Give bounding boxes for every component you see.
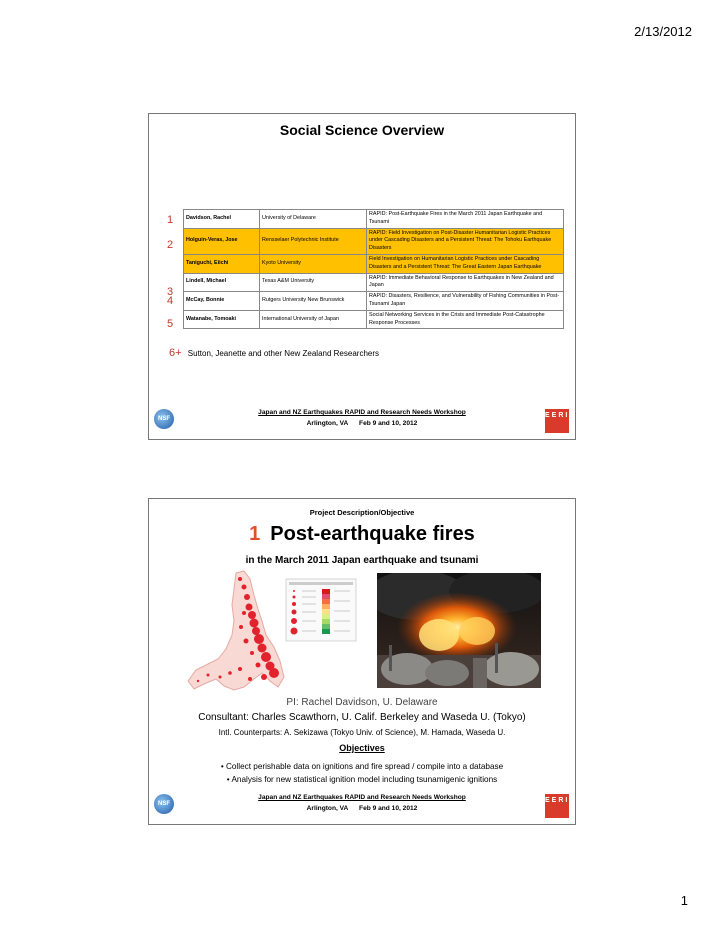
row-number: 2 — [167, 239, 174, 251]
footer-location-date: Arlington, VA Feb 9 and 10, 2012 — [306, 805, 418, 812]
project-title: Social Networking Services in the Crisis and Immediate Post-Catastrophe Response Processes — [367, 310, 564, 329]
table-row — [184, 310, 564, 329]
objective-item: • Analysis for new statistical ignition model including tsunamigenic ignitions — [226, 775, 498, 784]
objective-item: • Collect perishable data on ignitions and fire spread / compile into a database — [220, 762, 504, 771]
institution: Texas A&M University — [260, 273, 367, 292]
additional-researchers — [169, 347, 379, 359]
project-title: RAPID: Immediate Behavioral Response to Earthquakes in New Zealand and Japan — [367, 273, 564, 292]
pi-name: Watanabe, Tomoaki — [184, 310, 260, 329]
nsf-logo: NSF — [154, 409, 174, 429]
footer-workshop: Japan and NZ Earthquakes RAPID and Research Needs Workshop — [258, 409, 466, 416]
table-row — [184, 228, 564, 254]
row-number: 5 — [167, 318, 174, 330]
table-row — [184, 210, 564, 229]
slide-project-objective — [148, 498, 576, 825]
eeri-logo: EERI — [545, 409, 569, 433]
objectives-list — [149, 760, 575, 786]
slide-title — [149, 523, 575, 546]
eeri-logo: EERI — [545, 794, 569, 818]
slide-subtitle: in the March 2011 Japan earthquake and tsunami — [245, 555, 479, 566]
japan-fire-map-image — [184, 569, 359, 694]
institution: Rensselaer Polytechnic Institute — [260, 228, 367, 254]
color-scale-bar — [322, 589, 330, 634]
pi-name: Taniguchi, Eiichi — [184, 254, 260, 273]
slide-footer — [149, 407, 575, 429]
project-title: RAPID: Field Investigation on Post-Disaster Humanitarian Logistic Practices under Cascading Disasters and a Persistent Threat: The Tohoku Earthquake Disasters — [367, 228, 564, 254]
project-title: RAPID: Disasters, Resilience, and Vulnerability of Fishing Communities in Post-Tsunami Japan — [367, 292, 564, 311]
row-number: 6+ — [169, 347, 182, 359]
page-number: 1 — [680, 893, 688, 908]
pi-name: Davidson, Rachel — [184, 210, 260, 229]
institution: Kyoto University — [260, 254, 367, 273]
institution: University of Delaware — [260, 210, 367, 229]
footer-workshop: Japan and NZ Earthquakes RAPID and Research Needs Workshop — [258, 794, 466, 801]
table-row — [184, 254, 564, 273]
objectives-heading: Objectives — [339, 743, 385, 753]
row-number: 4 — [167, 295, 174, 307]
pi-name: Holguin-Veras, Jose — [184, 228, 260, 254]
institution: International University of Japan — [260, 310, 367, 329]
footer-location-date: Arlington, VA Feb 9 and 10, 2012 — [306, 420, 418, 427]
slide-footer — [149, 792, 575, 814]
project-table — [183, 209, 564, 329]
principal-investigator: PI: Rachel Davidson, U. Delaware — [286, 697, 438, 708]
additional-researchers-text: Sutton, Jeanette and other New Zealand Researchers — [187, 349, 380, 358]
project-title: Field Investigation on Humanitarian Logistic Practices under Cascading Disasters and a Persistent Threat: The Great Eastern Japan Earthquake — [367, 254, 564, 273]
refinery-fire-photo — [377, 573, 541, 688]
slide-social-science-overview — [148, 113, 576, 440]
project-number: 1 — [249, 523, 261, 545]
row-number: 1 — [167, 214, 174, 226]
consultant: Consultant: Charles Scawthorn, U. Calif. Berkeley and Waseda U. (Tokyo) — [198, 712, 526, 723]
table-row — [184, 292, 564, 311]
institution: Rutgers University New Brunswick — [260, 292, 367, 311]
project-title: Post-earthquake fires — [270, 523, 475, 545]
table-row — [184, 273, 564, 292]
pi-name: McCay, Bonnie — [184, 292, 260, 311]
slide-header: Project Description/Objective — [309, 508, 415, 517]
pi-name: Lindell, Michael — [184, 273, 260, 292]
row-number: 3 — [167, 286, 174, 298]
slide-title: Social Science Overview — [279, 122, 445, 138]
page-date: 2/13/2012 — [634, 24, 692, 39]
intl-counterparts: Intl. Counterparts: A. Sekizawa (Tokyo Univ. of Science), M. Hamada, Waseda U. — [218, 728, 506, 737]
project-title: RAPID: Post-Earthquake Fires in the March 2011 Japan Earthquake and Tsunami — [367, 210, 564, 229]
nsf-logo: NSF — [154, 794, 174, 814]
